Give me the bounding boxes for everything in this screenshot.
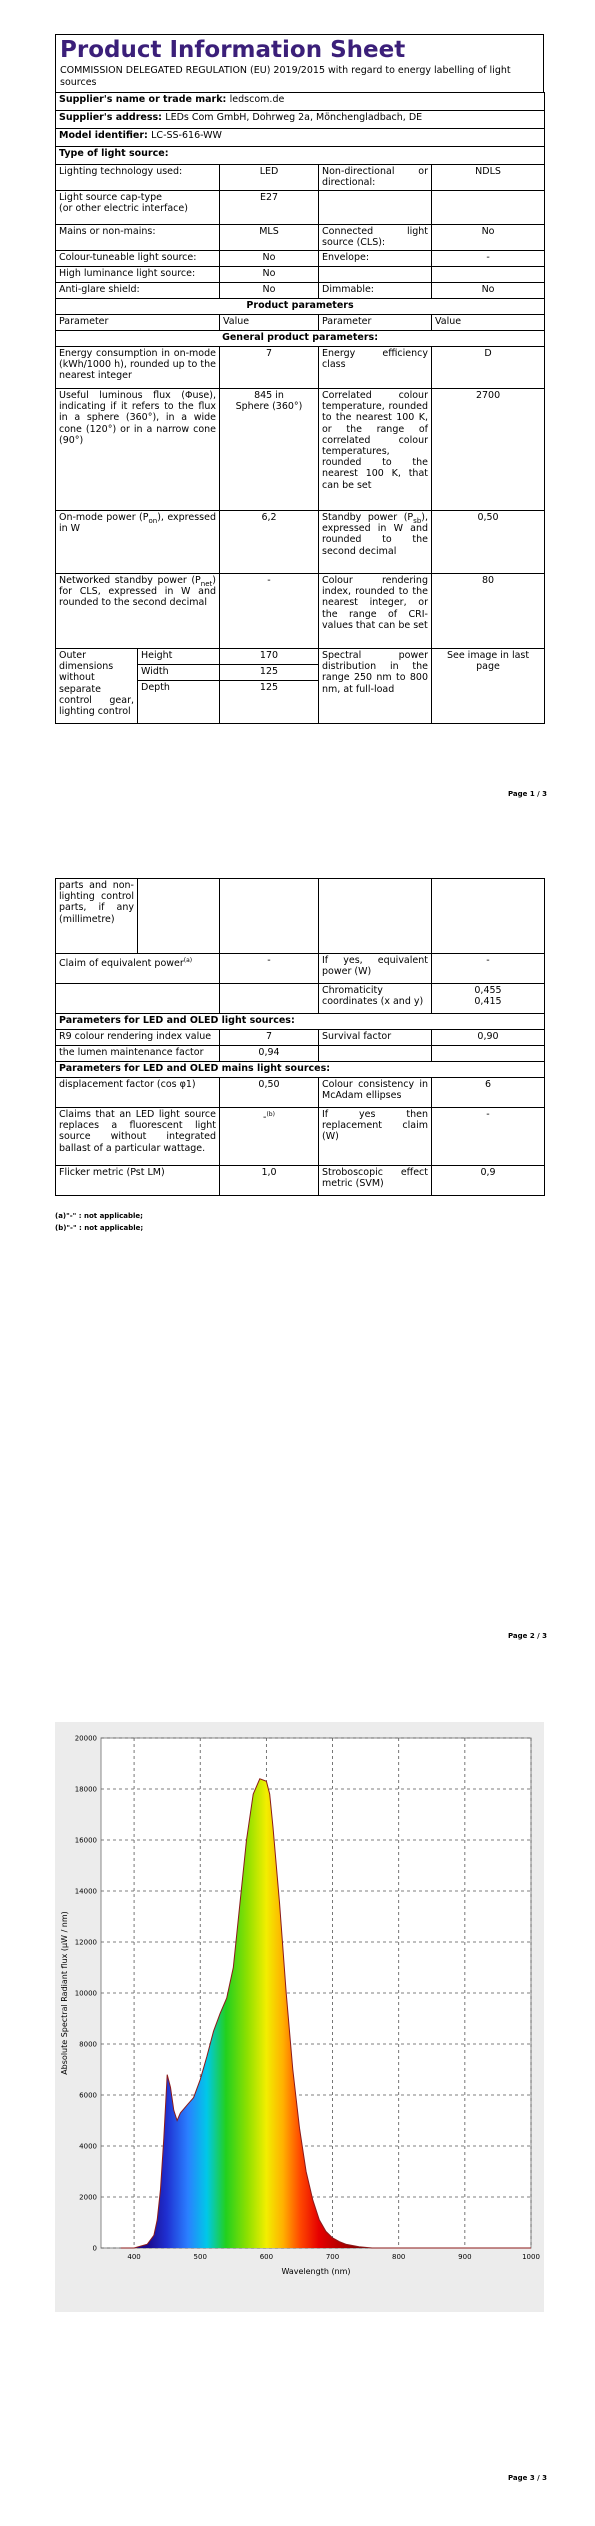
col-parameter-header: Parameter [56,315,220,331]
standby-power-value: 0,50 [432,511,545,574]
stroboscopic-label: Stroboscopic effect metric (SVM) [319,1166,432,1196]
standby-power-label: Standby power $(P_{sb})$, expressed in W and rounded to the second decimal [319,511,432,574]
height-value: 170 [220,649,319,665]
fluorescent-replacement-value: -$^{(b)}$ [220,1108,319,1166]
flicker-metric-value: 1,0 [220,1166,319,1196]
luminous-flux-value: 845 in Sphere (360°) [220,389,319,511]
envelope-value: - [432,251,545,267]
survival-factor-label: Survival factor [319,1030,432,1046]
footnotes [55,1210,143,1234]
r9-label: R9 colour rendering index value [56,1030,220,1046]
equivalent-power-claim-label: Claim of equivalent power$^{(a)}$ [56,954,220,984]
supplier-address-value: LEDs Com GmbH, Dohrweg 2a, Mönchengladbach, DE [165,112,423,123]
outer-dimensions-label: Outer dimensions without separate control gear, lighting control [56,649,138,724]
col-parameter-header-2: Parameter [319,315,432,331]
directional-label: Non-directional or directional: [319,165,432,191]
chromaticity-value: 0,455 0,415 [432,984,545,1014]
dimmable-value: No [432,283,545,299]
light-source-heading: Type of light source: [56,147,545,165]
page-number-2: Page 2 / 3 [507,1632,547,1640]
regulation-subtitle: COMMISSION DELEGATED REGULATION (EU) 2019/2015 with regard to energy labelling of light sources [60,65,511,88]
y-tick-label: 8000 [79,2040,97,2049]
y-tick-label: 10000 [74,1989,97,1998]
supplier-name-row: Supplier's name or trade mark: ledscom.de [56,93,545,111]
cap-type-value: E27 [220,191,319,225]
anti-glare-label: Anti-glare shield: [56,283,220,299]
r9-value: 7 [220,1030,319,1046]
colour-consistency-value: 6 [432,1078,545,1108]
high-luminance-label: High luminance light source: [56,267,220,283]
chromaticity-label: Chromaticity coordinates (x and y) [319,984,432,1014]
stroboscopic-value: 0,9 [432,1166,545,1196]
displacement-factor-label: displacement factor (cos φ1) [56,1078,220,1108]
title-block [55,34,544,92]
spectral-distribution-label: Spectral power distribution in the range 250 nm to 800 nm, at full-load [319,649,432,724]
general-parameters-heading: General product parameters: [56,331,545,347]
cri-label: Colour rendering index, rounded to the nearest integer, or the range of CRI-values that can be set [319,574,432,649]
x-tick-label: 700 [325,2253,340,2261]
footnote-b: (b)"-" : not applicable; [55,1224,144,1232]
survival-factor-value: 0,90 [432,1030,545,1046]
y-tick-label: 16000 [74,1836,97,1845]
y-tick-label: 12000 [74,1938,97,1947]
product-info-table-continued [55,878,545,1196]
spectral-distribution-chart [55,1722,544,2312]
x-tick-label: 400 [127,2253,141,2261]
supplier-address-row: Supplier's address: LEDs Com GmbH, Dohrweg 2a, Mönchengladbach, DE [56,111,545,129]
footnote-a: (a)"-" : not applicable; [55,1212,143,1220]
y-tick-label: 14000 [74,1887,97,1896]
product-sheet-page-1 [55,34,544,724]
tuneable-label: Colour-tuneable light source: [56,251,220,267]
networked-standby-label: Networked standby power $(P_{net})$ for CLS, expressed in W and rounded to the second decimal [56,574,220,649]
displacement-factor-value: 0,50 [220,1078,319,1108]
networked-standby-value: - [220,574,319,649]
height-label: Height [138,649,220,665]
equivalent-power-label: If yes, equivalent power (W) [319,954,432,984]
anti-glare-value: No [220,283,319,299]
spectral-distribution-value: See image in last page [432,649,545,724]
model-identifier-row: Model identifier: LC-SS-616-WW [56,129,545,147]
cap-type-label: Light source cap-type (or other electric interface) [56,191,220,225]
y-tick-label: 20000 [74,1734,97,1743]
page-number-3: Page 3 / 3 [507,2474,547,2482]
energy-consumption-label: Energy consumption in on-mode (kWh/1000 h), rounded up to the nearest integer [56,347,220,389]
energy-class-value: D [432,347,545,389]
on-mode-power-label: On-mode power $(P_{on})$, expressed in W [56,511,220,574]
fluorescent-replacement-label: Claims that an LED light source replaces a fluorescent light source without integrated ballast of a particular wattage. [56,1108,220,1166]
model-identifier-value: LC-SS-616-WW [151,130,222,141]
page-title: Product Information Sheet [60,37,406,63]
colour-consistency-label: Colour consistency in McAdam ellipses [319,1078,432,1108]
y-axis-label: Absolute Spectral Radiant flux (µW / nm) [60,1911,69,2075]
page-2 [0,842,595,1684]
luminous-flux-label: Useful luminous flux (Φuse), indicating if it refers to the flux in a sphere (360°), in a wide cone (120°) or in a narrow cone (90°) [56,389,220,511]
spectral-chart-svg [55,1722,544,2312]
width-value: 125 [220,665,319,681]
cct-label: Correlated colour temperature, rounded to the nearest 100 K, or the range of correlated colour temperatures, rounded to the nearest 100 K, that can be set [319,389,432,511]
x-tick-label: 500 [193,2253,207,2261]
y-tick-label: 6000 [79,2091,97,2100]
col-value-header-2: Value [432,315,545,331]
equivalent-power-claim-value: - [220,954,319,984]
equivalent-power-value: - [432,954,545,984]
energy-consumption-value: 7 [220,347,319,389]
flicker-metric-label: Flicker metric (Pst LM) [56,1166,220,1196]
x-axis-label: Wavelength (nm) [281,2267,351,2276]
page-number-1: Page 1 / 3 [507,790,547,798]
y-tick-label: 4000 [79,2142,97,2151]
depth-value: 125 [220,681,319,724]
on-mode-power-value: 6,2 [220,511,319,574]
directional-value: NDLS [432,165,545,191]
x-tick-label: 800 [392,2253,406,2261]
replacement-claim-value: - [432,1108,545,1166]
lumen-maintenance-label: the lumen maintenance factor [56,1046,220,1062]
x-tick-label: 1000 [522,2253,540,2261]
energy-class-label: Energy efficiency class [319,347,432,389]
technology-value: LED [220,165,319,191]
x-tick-label: 600 [259,2253,274,2261]
col-value-header: Value [220,315,319,331]
cct-value: 2700 [432,389,545,511]
product-sheet-page-2 [55,878,544,1196]
product-info-table [55,92,545,724]
high-luminance-value: No [220,267,319,283]
page-1 [0,0,595,842]
mains-value: MLS [220,225,319,251]
cri-value: 80 [432,574,545,649]
cls-label: Connected light source (CLS): [319,225,432,251]
cls-value: No [432,225,545,251]
replacement-claim-label: If yes then replacement claim (W) [319,1108,432,1166]
y-tick-label: 2000 [79,2193,97,2202]
envelope-label: Envelope: [319,251,432,267]
mains-label: Mains or non-mains: [56,225,220,251]
y-tick-label: 0 [92,2244,97,2253]
technology-label: Lighting technology used: [56,165,220,191]
mains-parameters-heading: Parameters for LED and OLED mains light sources: [56,1062,545,1078]
product-parameters-heading: Product parameters [56,299,545,315]
depth-label: Depth [138,681,220,724]
y-tick-label: 18000 [74,1785,97,1794]
supplier-name-value: ledscom.de [229,94,285,105]
lumen-maintenance-value: 0,94 [220,1046,319,1062]
width-label: Width [138,665,220,681]
tuneable-value: No [220,251,319,267]
outer-dimensions-label-continued: parts and non-lighting control parts, if any (millimetre) [56,879,138,954]
x-tick-label: 900 [458,2253,472,2261]
led-parameters-heading: Parameters for LED and OLED light sources: [56,1014,545,1030]
dimmable-label: Dimmable: [319,283,432,299]
